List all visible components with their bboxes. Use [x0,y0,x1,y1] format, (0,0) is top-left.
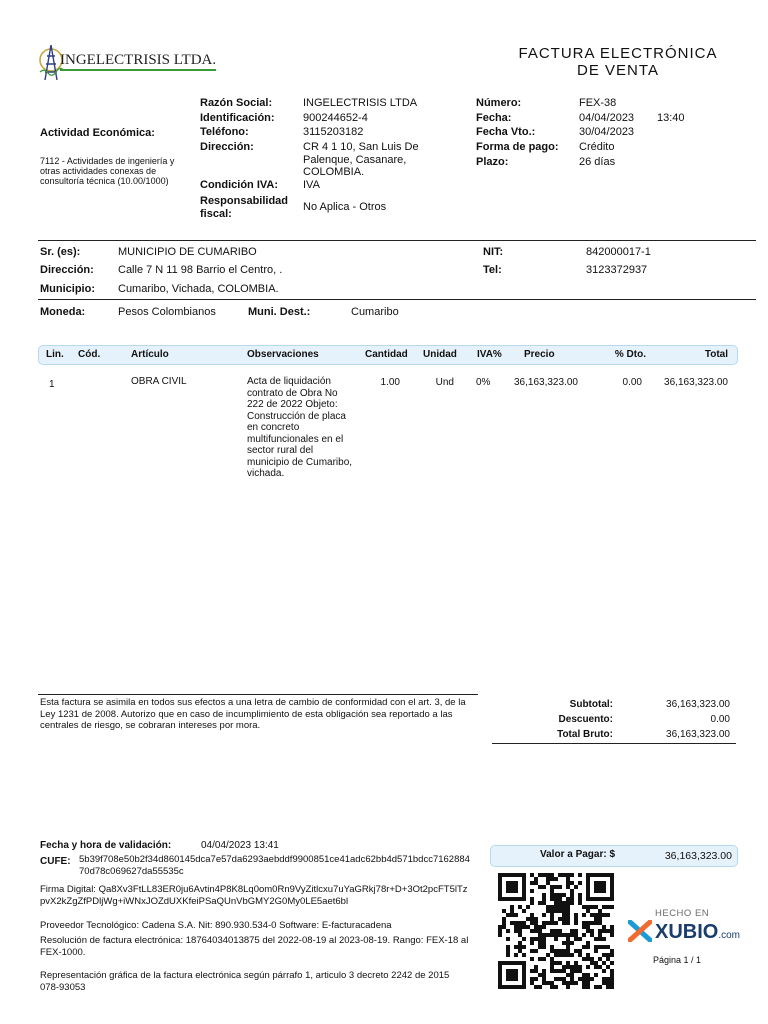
pago-label: Forma de pago: [476,141,559,153]
invoice-title [500,45,736,79]
cufe-value: 5b39f708e50b2f34d860145dca7e57da6293aebddf9900851ce41adc62bb4d571bdcc716288470d78c069627da55535c [79,854,470,877]
client-dir-label: Dirección: [40,264,94,276]
razon-value: INGELECTRISIS LTDA [303,97,418,109]
pago-value: Crédito [579,141,615,153]
muni-dest-value: Cumaribo [351,306,399,318]
th-observaciones: Observaciones [247,349,319,360]
divider-totals [492,743,736,744]
hecho-en: HECHO EN [655,908,710,919]
client-tel-label: Tel: [483,264,502,276]
cell-articulo: OBRA CIVIL [131,376,187,387]
cell-observaciones: Acta de liquidación contrato de Obra No 222 de 2022 Objeto: Construcción de placa en concreto multifuncionales en el sector rural del municipio de Cumaribo, vichada. [247,376,353,479]
plazo-label: Plazo: [476,156,509,168]
valor-value: 36,163,323.00 [664,850,732,862]
dir-label: Dirección: [200,141,254,153]
hora-value: 13:40 [657,112,685,124]
cell-lin: 1 [49,379,55,390]
tel-label: Teléfono: [200,126,249,138]
th-precio: Precio [524,349,555,360]
validation-value: 04/04/2023 13:41 [201,840,279,851]
legal-text: Esta factura se asimila en todos sus efectos a una letra de cambio de conformidad con el art. 3, de la Ley 1231 de 2008. Autorizo que en caso de incumplimiento de esta obligación sea reportado a las centrales de riesgo, se cobraran intereses por mora. [40,697,466,731]
client-nit-label: NIT: [483,246,504,258]
tel-value: 3115203182 [303,126,364,138]
cell-unidad: Und [435,377,454,388]
xubio-wordmark [655,921,740,944]
subtotal-value: 36,163,323.00 [666,699,730,710]
client-sr-value: MUNICIPIO DE CUMARIBO [118,246,257,258]
th-unidad: Unidad [423,349,457,360]
bruto-value: 36,163,323.00 [666,729,730,740]
th-iva: IVA% [477,349,502,360]
client-tel-value: 3123372937 [586,264,648,276]
iva-value: IVA [303,179,320,191]
th-dto: % Dto. [614,349,646,360]
divider-legal [38,694,478,695]
cufe-label: CUFE: [40,856,71,867]
descuento-label: Descuento: [558,714,613,725]
divider-client [38,299,756,300]
moneda-value: Pesos Colombianos [118,306,216,318]
plazo-value: 26 días [579,156,616,168]
company-logo [38,42,217,82]
client-dir-value: Calle 7 N 11 98 Barrio el Centro, . [118,264,283,276]
client-sr-label: Sr. (es): [40,246,81,258]
cell-total: 36,163,323.00 [664,377,728,388]
cell-iva: 0% [476,377,491,388]
moneda-label: Moneda: [40,306,86,318]
client-nit-value: 842000017-1 [586,246,651,258]
proveedor: Proveedor Tecnológico: Cadena S.A. Nit: 890.930.534-0 Software: E-facturacadena [40,920,392,931]
muni-dest-label: Muni. Dest.: [248,306,311,318]
fecha-value: 04/04/2023 [579,112,635,124]
descuento-value: 0.00 [710,714,730,725]
firma-digital: Firma Digital: Qa8Xv3FtLL83ER0ju6Avtin4P8K8Lq0om0Rn9VyZitlcxu7uYaGRkj78r+D+3Ot2pcFT5lTzpvX2kZgZfPDljWg+iWNxJOZdUXKfeiPSaQUnVbGMY2G0My0LE5aet6bl [40,884,468,907]
cell-precio: 36,163,323.00 [514,377,578,388]
resp-label: Responsabilidad fiscal: [200,195,289,220]
id-value: 900244652-4 [303,112,368,124]
id-label: Identificación: [200,112,275,124]
valor-label: Valor a Pagar: $ [540,849,616,860]
resp-value: No Aplica - Otros [303,201,387,213]
activity-label: Actividad Económica: [40,127,155,139]
th-cod: Cód. [78,349,101,360]
client-mun-label: Municipio: [40,283,95,295]
dir-value: CR 4 1 10, San Luis De Palenque, Casanare, COLOMBIA. [303,141,419,178]
validation-label: Fecha y hora de validación: [40,840,172,851]
vto-value: 30/04/2023 [579,126,635,138]
xubio-com: .com [718,930,741,941]
client-mun-value: Cumaribo, Vichada, COLOMBIA. [118,283,279,295]
activity-value: 7112 - Actividades de ingeniería y otras actividades conexas de consultoría técnica (10.00/1000) [40,156,175,186]
th-lin: Lin. [46,349,64,360]
th-total: Total [704,349,728,360]
title-line1: FACTURA ELECTRÓNICA [518,45,718,62]
bruto-label: Total Bruto: [557,729,613,740]
logo-text: INGELECTRISIS LTDA. [60,52,216,71]
divider-top [38,240,756,241]
title-line2: DE VENTA [577,62,659,79]
page-number: Página 1 / 1 [653,955,702,965]
representacion: Representación gráfica de la factura electrónica según párrafo 1, articulo 3 decreto 2242 de 2015 078-93053 [40,970,450,993]
subtotal-label: Subtotal: [569,699,613,710]
iva-label: Condición IVA: [200,179,279,191]
fecha-label: Fecha: [476,112,512,124]
vto-label: Fecha Vto.: [476,126,536,138]
cell-dto: 0.00 [622,377,642,388]
qr-code-icon [498,873,614,989]
numero-value: FEX-38 [579,97,617,109]
cell-cantidad: 1.00 [380,377,400,388]
xubio-x-icon [628,920,652,942]
th-cantidad: Cantidad [365,349,408,360]
th-articulo: Artículo [131,349,169,360]
razon-label: Razón Social: [200,97,273,109]
numero-label: Número: [476,97,522,109]
xubio-name: XUBIO [655,921,719,943]
resolucion: Resolución de factura electrónica: 18764034013875 del 2022-08-19 al 2023-08-19. Rango: FEX-18 al FEX-1000. [40,935,469,958]
